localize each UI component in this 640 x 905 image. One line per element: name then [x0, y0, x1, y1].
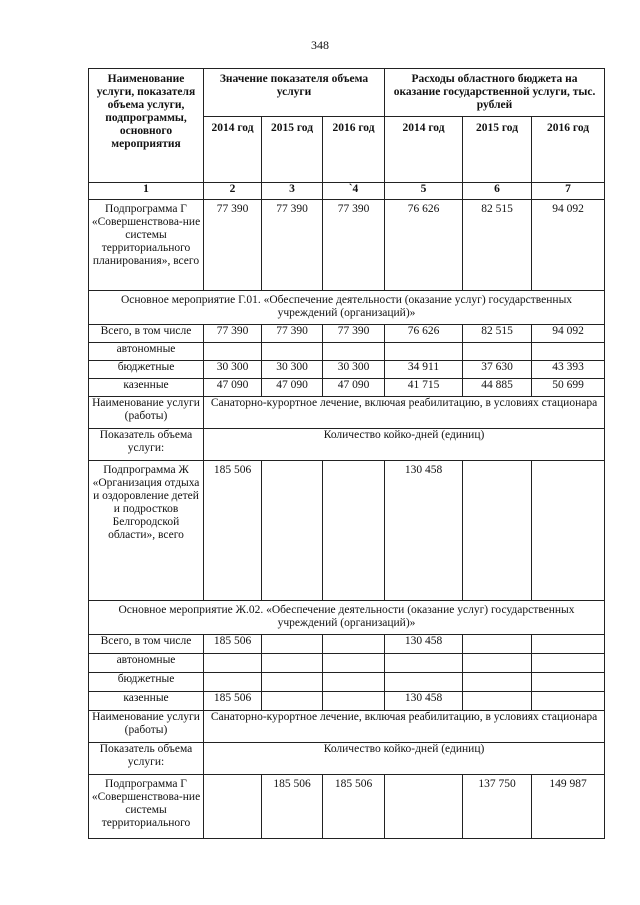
column-number: 6 — [463, 183, 532, 200]
table-cell — [463, 654, 532, 673]
program-label: Подпрограмма Г «Совершенствова-ние системы территориального — [89, 775, 204, 839]
table-cell — [323, 673, 385, 692]
table-cell: 94 092 — [532, 325, 605, 343]
table-cell: 82 515 — [463, 325, 532, 343]
table-cell: 43 393 — [532, 361, 605, 379]
row-label: бюджетные — [89, 361, 204, 379]
table-cell: 77 390 — [323, 325, 385, 343]
column-number: 1 — [89, 183, 204, 200]
row-label: бюджетные — [89, 673, 204, 692]
row-label: казенные — [89, 692, 204, 711]
table-cell: 76 626 — [385, 325, 463, 343]
table-cell: 76 626 — [385, 200, 463, 291]
indicator-value: Количество койко-дней (единиц) — [204, 743, 605, 775]
table-cell — [532, 461, 605, 601]
service-label: Наименование услуги (работы) — [89, 711, 204, 743]
table-cell: 34 911 — [385, 361, 463, 379]
table-cell — [204, 343, 262, 361]
table-cell: 185 506 — [204, 635, 262, 654]
program-label: Подпрограмма Г «Совершенствова-ние системы территориального планирования», всего — [89, 200, 204, 291]
table-cell: 130 458 — [385, 461, 463, 601]
header-year: 2014 год — [385, 117, 463, 183]
table-cell: 37 630 — [463, 361, 532, 379]
header-volume-group: Значение показателя объема услуги — [204, 69, 385, 117]
table-cell: 47 090 — [262, 379, 323, 397]
table-cell: 130 458 — [385, 692, 463, 711]
service-label: Наименование услуги (работы) — [89, 397, 204, 429]
table-cell: 185 506 — [323, 775, 385, 839]
header-year: 2014 год — [204, 117, 262, 183]
table-cell — [323, 635, 385, 654]
table-cell: 130 458 — [385, 635, 463, 654]
table-cell: 77 390 — [323, 200, 385, 291]
table-cell: 30 300 — [262, 361, 323, 379]
table-cell — [532, 673, 605, 692]
table-cell — [385, 343, 463, 361]
table-cell — [532, 654, 605, 673]
table-cell: 44 885 — [463, 379, 532, 397]
table-cell — [463, 692, 532, 711]
row-label: Всего, в том числе — [89, 325, 204, 343]
row-label: автономные — [89, 654, 204, 673]
table-cell — [262, 461, 323, 601]
table-cell — [532, 692, 605, 711]
table-cell — [323, 692, 385, 711]
table-cell — [262, 343, 323, 361]
table-cell — [262, 692, 323, 711]
header-year: 2016 год — [323, 117, 385, 183]
column-number: `4 — [323, 183, 385, 200]
table-cell: 77 390 — [262, 325, 323, 343]
table-cell — [532, 343, 605, 361]
table-cell: 30 300 — [323, 361, 385, 379]
header-year: 2015 год — [262, 117, 323, 183]
table-cell — [204, 673, 262, 692]
indicator-value: Количество койко-дней (единиц) — [204, 429, 605, 461]
table-cell: 77 390 — [204, 200, 262, 291]
column-number: 5 — [385, 183, 463, 200]
table-cell — [204, 654, 262, 673]
table-cell: 41 715 — [385, 379, 463, 397]
row-label: казенные — [89, 379, 204, 397]
table-cell: 30 300 — [204, 361, 262, 379]
table-cell — [385, 673, 463, 692]
table-cell — [385, 654, 463, 673]
table-cell: 77 390 — [262, 200, 323, 291]
page-number: 348 — [311, 38, 329, 52]
budget-table — [88, 68, 605, 839]
table-cell — [204, 775, 262, 839]
service-value: Санаторно-курортное лечение, включая реабилитацию, в условиях стационара — [204, 397, 605, 429]
header-year: 2016 год — [532, 117, 605, 183]
service-value: Санаторно-курортное лечение, включая реабилитацию, в условиях стационара — [204, 711, 605, 743]
header-name-column: Наименование услуги, показателя объема услуги, подпрограммы, основного мероприятия — [89, 69, 204, 183]
table-cell: 137 750 — [463, 775, 532, 839]
table-cell — [532, 635, 605, 654]
table-cell: 47 090 — [204, 379, 262, 397]
table-cell: 77 390 — [204, 325, 262, 343]
table-cell: 50 699 — [532, 379, 605, 397]
table-cell: 149 987 — [532, 775, 605, 839]
table-cell — [323, 343, 385, 361]
table-cell — [262, 635, 323, 654]
table-cell: 82 515 — [463, 200, 532, 291]
indicator-label: Показатель объема услуги: — [89, 743, 204, 775]
column-number: 2 — [204, 183, 262, 200]
header-budget-group: Расходы областного бюджета на оказание государственной услуги, тыс. рублей — [385, 69, 605, 117]
table-cell: 94 092 — [532, 200, 605, 291]
table-cell — [262, 654, 323, 673]
table-cell — [385, 775, 463, 839]
table-cell: 185 506 — [204, 692, 262, 711]
table-cell: 47 090 — [323, 379, 385, 397]
table-cell — [323, 654, 385, 673]
row-label: Всего, в том числе — [89, 635, 204, 654]
table-cell — [323, 461, 385, 601]
header-year: 2015 год — [463, 117, 532, 183]
indicator-label: Показатель объема услуги: — [89, 429, 204, 461]
table-cell — [262, 673, 323, 692]
table-cell: 185 506 — [204, 461, 262, 601]
table-cell — [463, 461, 532, 601]
table-cell — [463, 343, 532, 361]
measure-title: Основное мероприятие Ж.02. «Обеспечение деятельности (оказание услуг) государственных учреждений (организаций)» — [89, 601, 605, 635]
column-number: 7 — [532, 183, 605, 200]
column-number: 3 — [262, 183, 323, 200]
measure-title: Основное мероприятие Г.01. «Обеспечение деятельности (оказание услуг) государственных учреждений (организаций)» — [89, 291, 605, 325]
program-label: Подпрограмма Ж «Организация отдыха и оздоровление детей и подростков Белгородской области», всего — [89, 461, 204, 601]
table-cell — [463, 673, 532, 692]
row-label: автономные — [89, 343, 204, 361]
table-cell: 185 506 — [262, 775, 323, 839]
table-cell — [463, 635, 532, 654]
